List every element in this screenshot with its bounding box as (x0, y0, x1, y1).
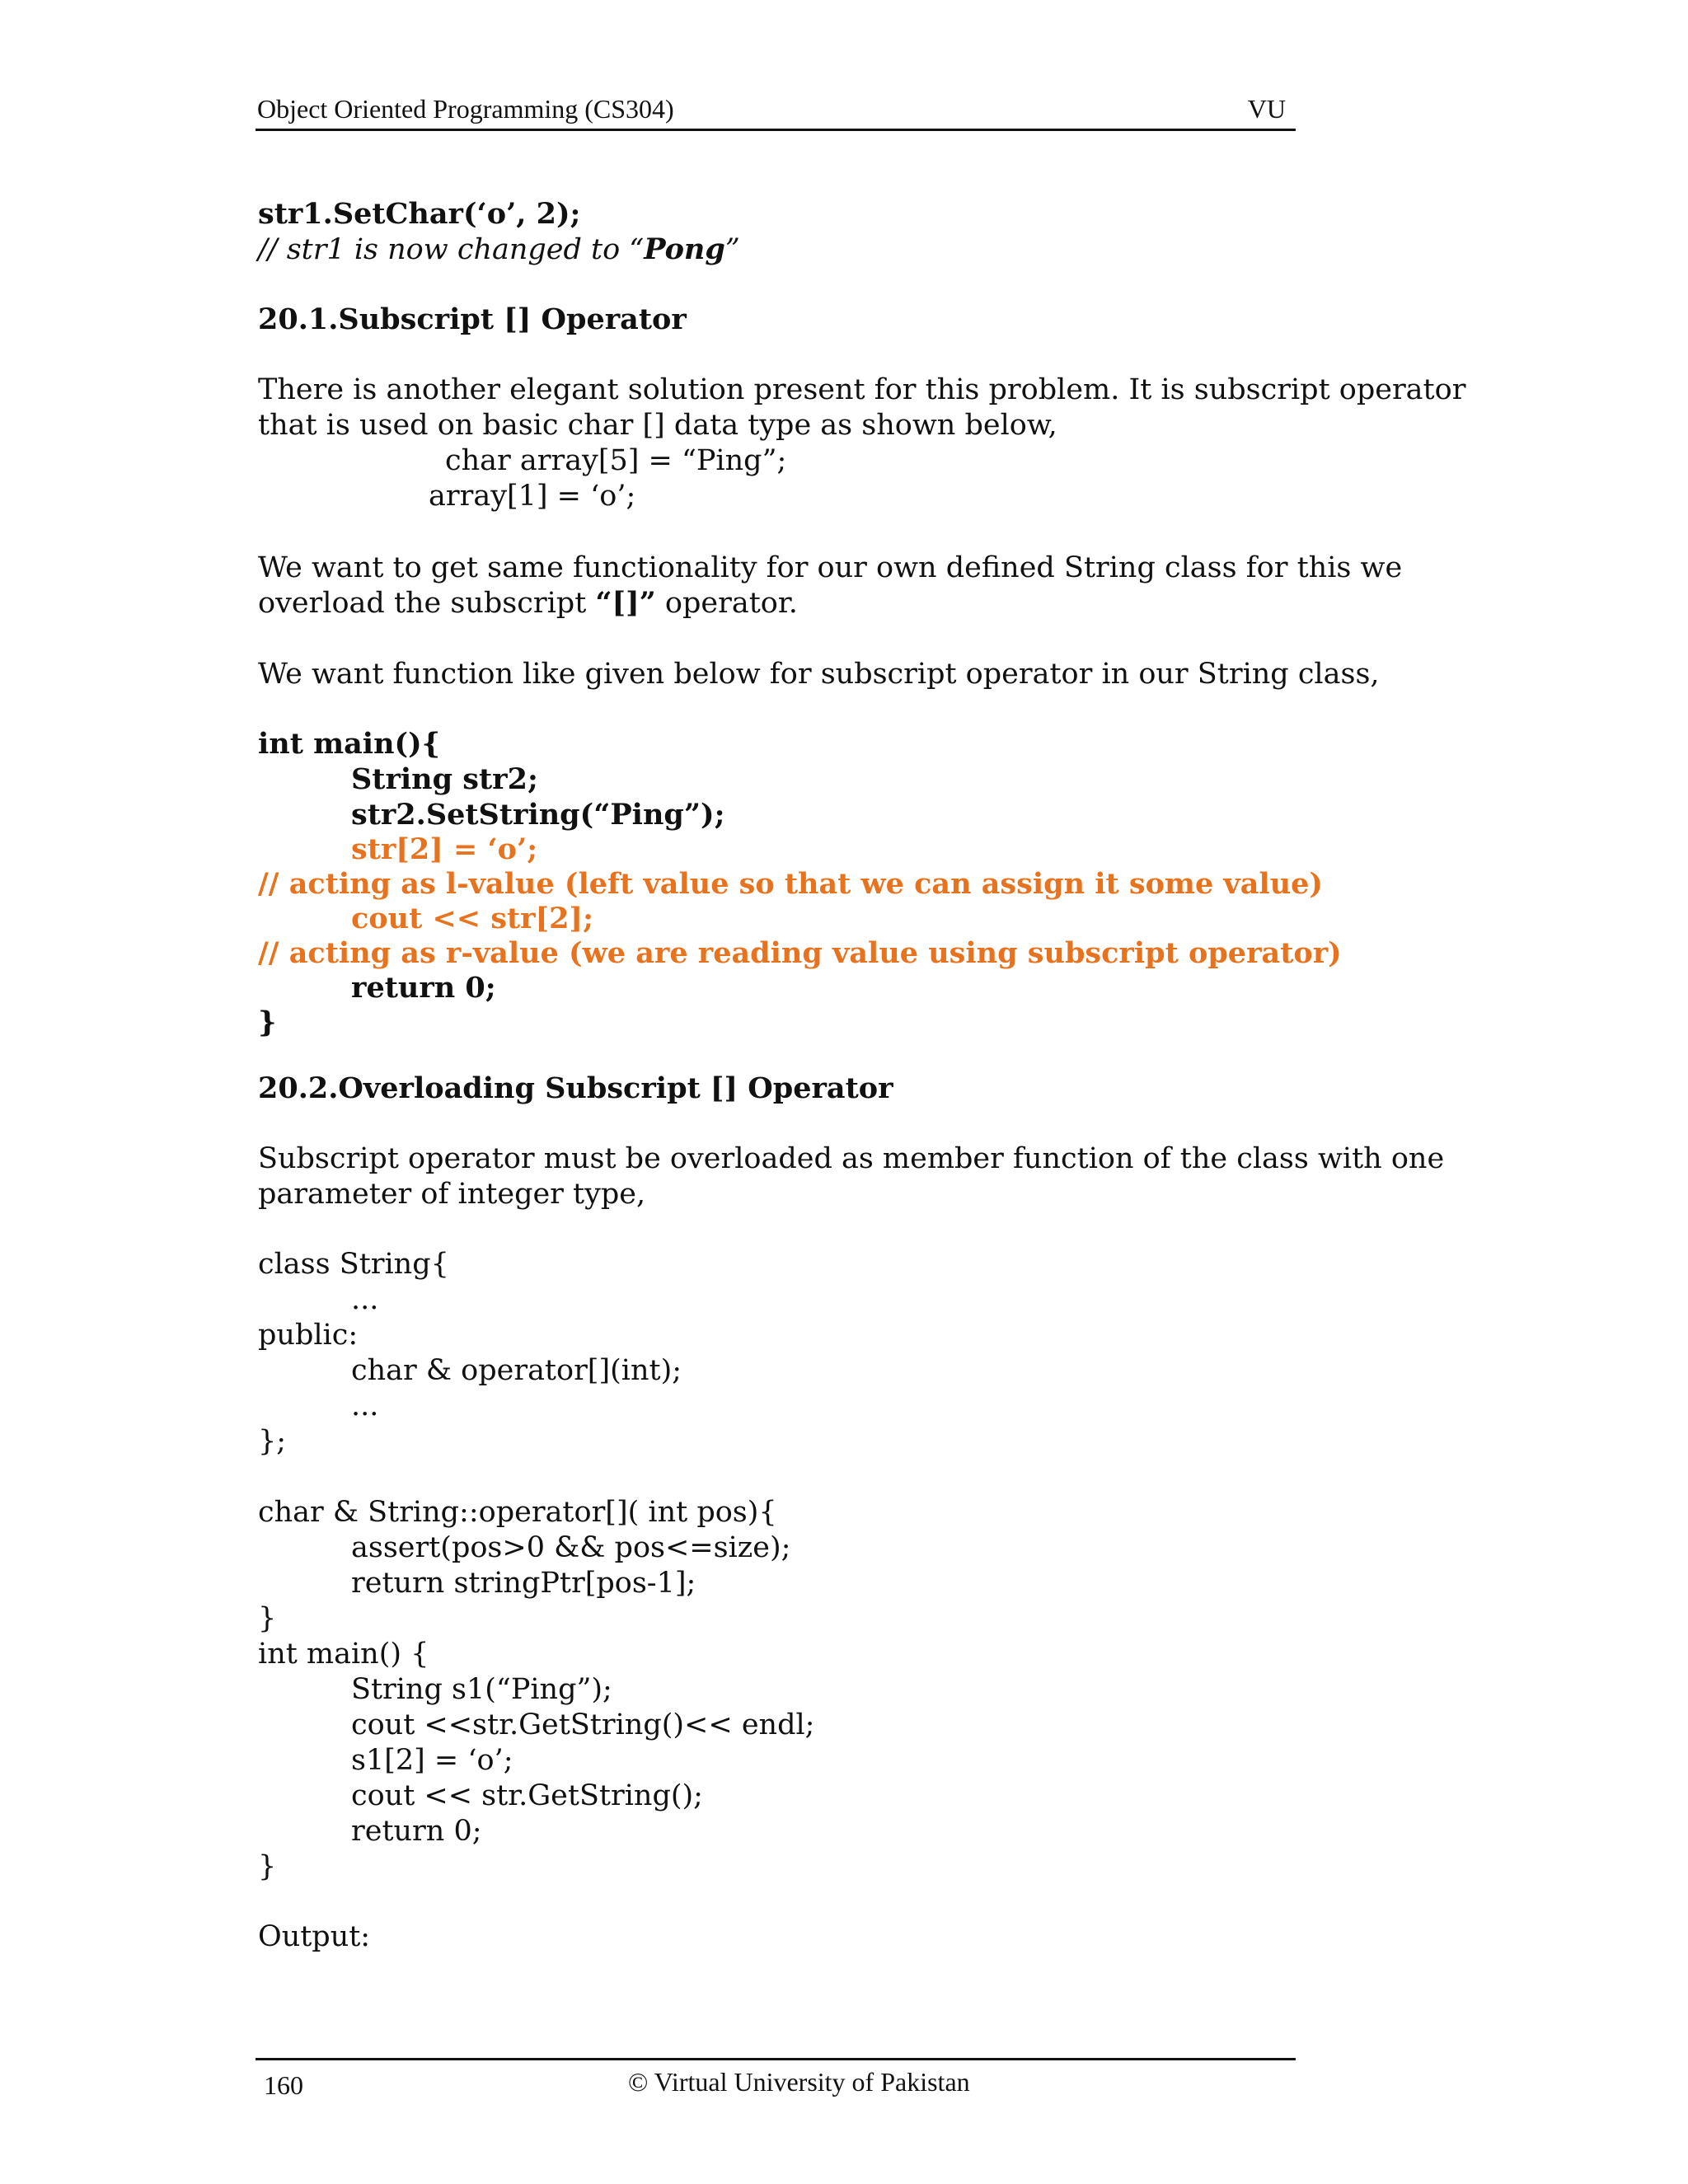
code-line: return 0; (351, 971, 496, 1005)
paragraph-line: parameter of integer type, (258, 1178, 646, 1211)
para-text: operator. (655, 587, 798, 620)
code-line: array[1] = ‘o’; (429, 480, 636, 513)
header-right: VU (1247, 94, 1286, 124)
code-line: assert(pos>0 && pos<=size); (351, 1531, 791, 1564)
code-line: str1.SetChar(‘o’, 2); (258, 197, 581, 231)
comment-suffix: ” (724, 233, 740, 266)
code-line: char & operator[](int); (351, 1354, 682, 1387)
page-header (256, 92, 1296, 131)
code-comment-highlight: // acting as r-value (we are reading value using subscript operator) (258, 936, 1342, 970)
code-line: cout <<str.GetString()<< endl; (351, 1708, 815, 1741)
code-comment-highlight: // acting as l-value (left value so that we can assign it some value) (258, 867, 1323, 901)
code-line: } (258, 1850, 277, 1883)
paragraph-line: Subscript operator must be overloaded as member function of the class with one (258, 1142, 1445, 1175)
code-comment (258, 232, 740, 268)
code-line: cout << str.GetString(); (351, 1779, 703, 1812)
header-title: Object Oriented Programming (CS304) (257, 94, 674, 124)
section-heading: 20.2.Overloading Subscript [] Operator (258, 1071, 893, 1105)
code-line: } (258, 1005, 277, 1039)
code-line: public: (258, 1319, 359, 1352)
paragraph-line: There is another elegant solution present for this problem. It is subscript operator (258, 373, 1466, 406)
section-heading: 20.1.Subscript [] Operator (258, 302, 687, 336)
code-line: class String{ (258, 1248, 449, 1281)
code-line: char & String::operator[]( int pos){ (258, 1496, 777, 1529)
code-line: String str2; (351, 762, 538, 796)
code-line: char array[5] = “Ping”; (445, 444, 787, 477)
comment-bold: Pong (644, 232, 725, 266)
code-line-highlight: str[2] = ‘o’; (351, 832, 538, 866)
comment-prefix: // str1 is now changed to “ (258, 233, 645, 266)
code-line-highlight: cout << str[2]; (351, 902, 593, 935)
paragraph-line: that is used on basic char [] data type as shown below, (258, 409, 1057, 442)
code-line: return 0; (351, 1815, 482, 1848)
code-line: ... (351, 1390, 379, 1422)
paragraph-line: We want to get same functionality for our own defined String class for this we (258, 551, 1403, 584)
copyright-text: © Virtual University of Pakistan (628, 2067, 970, 2097)
code-line: str2.SetString(“Ping”); (351, 798, 725, 832)
page-number: 160 (264, 2070, 303, 2100)
paragraph-line (258, 585, 798, 621)
para-bold: “[]” (595, 586, 656, 620)
code-line: return stringPtr[pos-1]; (351, 1567, 696, 1600)
code-line: }; (258, 1425, 287, 1458)
paragraph-line: We want function like given below for subscript operator in our String class, (258, 658, 1380, 691)
code-line: s1[2] = ‘o’; (351, 1744, 513, 1777)
code-line: ... (351, 1283, 379, 1316)
code-line: int main() { (258, 1638, 429, 1671)
code-line: } (258, 1602, 277, 1635)
code-line: String s1(“Ping”); (351, 1673, 612, 1706)
page-footer (256, 2058, 1296, 2110)
output-label: Output: (258, 1920, 371, 1953)
code-line: int main(){ (258, 727, 441, 761)
para-text: overload the subscript (258, 587, 596, 620)
